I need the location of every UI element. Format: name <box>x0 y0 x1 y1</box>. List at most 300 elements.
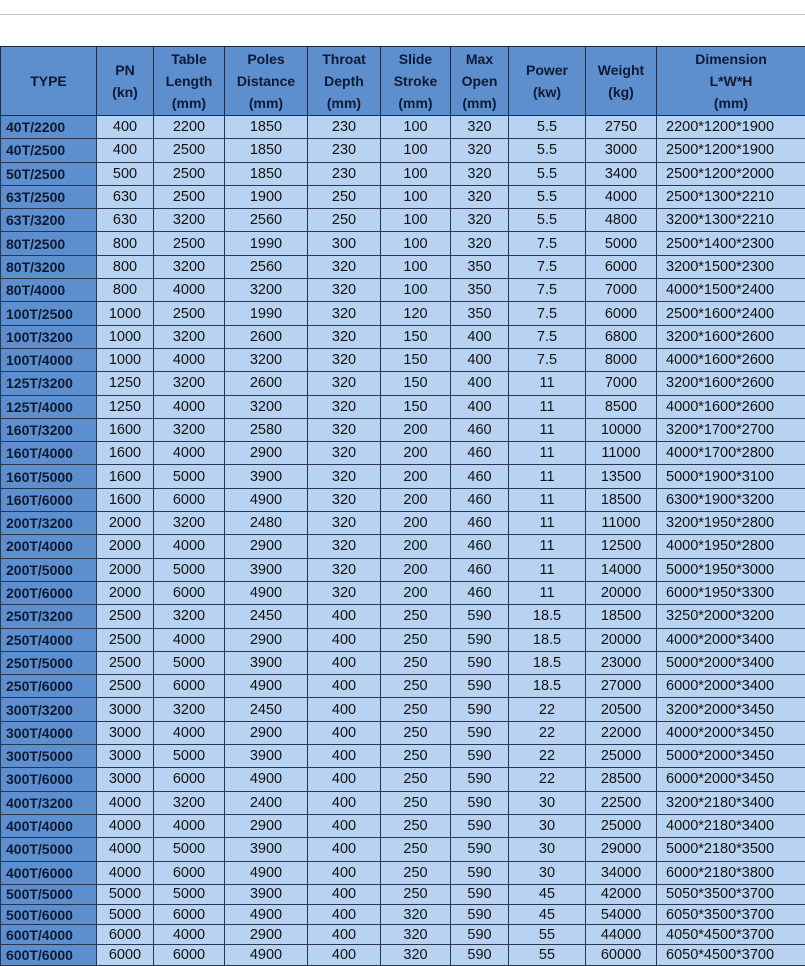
cell-slide-stroke: 120 <box>381 302 451 325</box>
cell-table-length: 2500 <box>154 302 225 325</box>
column-header-slide-stroke <box>381 47 451 116</box>
column-header-line: L*W*H <box>657 70 805 92</box>
column-header-line: (mm) <box>225 92 307 114</box>
cell-table-length: 4000 <box>154 348 225 371</box>
cell-table-length: 3200 <box>154 325 225 348</box>
cell-throat-depth: 320 <box>308 255 381 278</box>
table-row <box>1 698 805 721</box>
table-row <box>1 185 805 208</box>
cell-dimension: 3200*1300*2210 <box>657 209 805 232</box>
table-row <box>1 209 805 232</box>
cell-throat-depth: 400 <box>308 651 381 674</box>
cell-table-length: 4000 <box>154 628 225 651</box>
cell-throat-depth: 230 <box>308 162 381 185</box>
cell-poles-distance: 1900 <box>225 185 308 208</box>
cell-throat-depth: 400 <box>308 721 381 744</box>
column-header-line: (kg) <box>586 81 656 103</box>
cell-weight: 2750 <box>586 116 657 139</box>
cell-throat-depth: 400 <box>308 605 381 628</box>
cell-poles-distance: 2600 <box>225 325 308 348</box>
cell-dimension: 3200*1500*2300 <box>657 255 805 278</box>
cell-poles-distance: 3200 <box>225 395 308 418</box>
cell-pn: 2500 <box>97 605 154 628</box>
cell-table-length: 4000 <box>154 279 225 302</box>
column-header-line: Throat <box>308 48 380 70</box>
table-row <box>1 325 805 348</box>
table-row <box>1 535 805 558</box>
cell-throat-depth: 320 <box>308 279 381 302</box>
cell-pn: 400 <box>97 139 154 162</box>
cell-table-length: 5000 <box>154 465 225 488</box>
column-header-dimension <box>657 47 805 116</box>
cell-pn: 2500 <box>97 628 154 651</box>
cell-dimension: 3200*1600*2600 <box>657 372 805 395</box>
cell-max-open: 320 <box>451 185 509 208</box>
cell-table-length: 4000 <box>154 442 225 465</box>
cell-type: 250T/5000 <box>1 651 97 674</box>
cell-power: 11 <box>509 418 586 441</box>
cell-table-length: 5000 <box>154 745 225 768</box>
cell-dimension: 6000*2000*3400 <box>657 675 805 698</box>
column-header-line: (mm) <box>381 92 450 114</box>
cell-weight: 60000 <box>586 945 657 965</box>
cell-pn: 4000 <box>97 861 154 884</box>
cell-table-length: 6000 <box>154 861 225 884</box>
cell-pn: 3000 <box>97 721 154 744</box>
cell-table-length: 4000 <box>154 721 225 744</box>
cell-power: 22 <box>509 721 586 744</box>
cell-slide-stroke: 100 <box>381 279 451 302</box>
cell-slide-stroke: 100 <box>381 255 451 278</box>
table-row <box>1 232 805 255</box>
cell-weight: 13500 <box>586 465 657 488</box>
cell-throat-depth: 320 <box>308 535 381 558</box>
cell-slide-stroke: 250 <box>381 628 451 651</box>
column-header-line: (kn) <box>97 81 153 103</box>
cell-type: 300T/6000 <box>1 768 97 791</box>
cell-dimension: 6050*4500*3700 <box>657 945 805 965</box>
cell-type: 100T/2500 <box>1 302 97 325</box>
spec-table <box>0 46 805 966</box>
table-row <box>1 791 805 814</box>
cell-weight: 7000 <box>586 279 657 302</box>
cell-pn: 800 <box>97 279 154 302</box>
cell-dimension: 5000*2180*3500 <box>657 838 805 861</box>
cell-dimension: 5050*3500*3700 <box>657 884 805 904</box>
cell-poles-distance: 2400 <box>225 791 308 814</box>
column-header-line: Poles <box>225 48 307 70</box>
cell-dimension: 3250*2000*3200 <box>657 605 805 628</box>
column-header-type <box>1 47 97 116</box>
table-row <box>1 465 805 488</box>
column-header-line: Length <box>154 70 224 92</box>
cell-dimension: 4000*2000*3450 <box>657 721 805 744</box>
cell-max-open: 590 <box>451 838 509 861</box>
cell-dimension: 4000*1700*2800 <box>657 442 805 465</box>
cell-table-length: 6000 <box>154 675 225 698</box>
cell-max-open: 590 <box>451 675 509 698</box>
cell-table-length: 3200 <box>154 209 225 232</box>
cell-max-open: 590 <box>451 904 509 924</box>
cell-throat-depth: 320 <box>308 302 381 325</box>
cell-power: 11 <box>509 535 586 558</box>
cell-type: 500T/5000 <box>1 884 97 904</box>
table-row <box>1 861 805 884</box>
cell-power: 55 <box>509 925 586 945</box>
cell-slide-stroke: 200 <box>381 512 451 535</box>
cell-dimension: 4000*1600*2600 <box>657 395 805 418</box>
cell-weight: 29000 <box>586 838 657 861</box>
cell-poles-distance: 4900 <box>225 861 308 884</box>
column-header-line: Stroke <box>381 70 450 92</box>
cell-throat-depth: 400 <box>308 904 381 924</box>
cell-poles-distance: 3200 <box>225 348 308 371</box>
cell-type: 100T/4000 <box>1 348 97 371</box>
cell-slide-stroke: 150 <box>381 372 451 395</box>
cell-table-length: 5000 <box>154 884 225 904</box>
column-header-line: (mm) <box>451 92 508 114</box>
cell-slide-stroke: 250 <box>381 838 451 861</box>
cell-throat-depth: 320 <box>308 442 381 465</box>
cell-poles-distance: 4900 <box>225 488 308 511</box>
table-row <box>1 395 805 418</box>
cell-dimension: 4050*4500*3700 <box>657 925 805 945</box>
cell-weight: 54000 <box>586 904 657 924</box>
cell-poles-distance: 2450 <box>225 605 308 628</box>
cell-max-open: 350 <box>451 279 509 302</box>
cell-table-length: 6000 <box>154 904 225 924</box>
cell-type: 100T/3200 <box>1 325 97 348</box>
cell-slide-stroke: 200 <box>381 418 451 441</box>
column-header-line: Weight <box>586 59 656 81</box>
cell-poles-distance: 2560 <box>225 255 308 278</box>
cell-slide-stroke: 200 <box>381 535 451 558</box>
cell-poles-distance: 4900 <box>225 768 308 791</box>
header-row <box>1 47 805 116</box>
cell-pn: 2000 <box>97 581 154 604</box>
cell-type: 400T/5000 <box>1 838 97 861</box>
cell-slide-stroke: 250 <box>381 768 451 791</box>
cell-type: 50T/2500 <box>1 162 97 185</box>
cell-max-open: 590 <box>451 925 509 945</box>
cell-power: 11 <box>509 465 586 488</box>
cell-pn: 1600 <box>97 442 154 465</box>
cell-poles-distance: 3900 <box>225 745 308 768</box>
top-divider <box>0 14 805 15</box>
cell-poles-distance: 2600 <box>225 372 308 395</box>
cell-throat-depth: 400 <box>308 861 381 884</box>
table-row <box>1 255 805 278</box>
cell-power: 11 <box>509 395 586 418</box>
cell-slide-stroke: 250 <box>381 814 451 837</box>
cell-throat-depth: 320 <box>308 348 381 371</box>
cell-weight: 10000 <box>586 418 657 441</box>
table-row <box>1 162 805 185</box>
table-row <box>1 628 805 651</box>
cell-table-length: 5000 <box>154 558 225 581</box>
cell-throat-depth: 400 <box>308 768 381 791</box>
cell-type: 400T/3200 <box>1 791 97 814</box>
cell-throat-depth: 320 <box>308 395 381 418</box>
cell-slide-stroke: 250 <box>381 651 451 674</box>
cell-dimension: 6300*1900*3200 <box>657 488 805 511</box>
cell-pn: 1600 <box>97 418 154 441</box>
cell-dimension: 3200*2000*3450 <box>657 698 805 721</box>
cell-dimension: 4000*1500*2400 <box>657 279 805 302</box>
cell-throat-depth: 320 <box>308 488 381 511</box>
cell-type: 250T/4000 <box>1 628 97 651</box>
cell-poles-distance: 1850 <box>225 139 308 162</box>
cell-table-length: 3200 <box>154 605 225 628</box>
table-row <box>1 139 805 162</box>
cell-pn: 400 <box>97 116 154 139</box>
column-header-power <box>509 47 586 116</box>
cell-pn: 4000 <box>97 814 154 837</box>
cell-type: 63T/3200 <box>1 209 97 232</box>
cell-weight: 11000 <box>586 442 657 465</box>
cell-power: 7.5 <box>509 232 586 255</box>
table-row <box>1 558 805 581</box>
table-header <box>1 47 805 116</box>
cell-throat-depth: 250 <box>308 209 381 232</box>
column-header-line: Slide <box>381 48 450 70</box>
cell-dimension: 6000*1950*3300 <box>657 581 805 604</box>
cell-dimension: 2500*1200*1900 <box>657 139 805 162</box>
column-header-poles-distance <box>225 47 308 116</box>
cell-weight: 3400 <box>586 162 657 185</box>
cell-power: 5.5 <box>509 139 586 162</box>
cell-poles-distance: 2900 <box>225 628 308 651</box>
cell-throat-depth: 400 <box>308 814 381 837</box>
cell-max-open: 400 <box>451 372 509 395</box>
column-header-table-length <box>154 47 225 116</box>
cell-slide-stroke: 100 <box>381 209 451 232</box>
cell-dimension: 2500*1300*2210 <box>657 185 805 208</box>
cell-dimension: 5000*2000*3450 <box>657 745 805 768</box>
cell-type: 40T/2500 <box>1 139 97 162</box>
cell-power: 5.5 <box>509 116 586 139</box>
cell-max-open: 590 <box>451 861 509 884</box>
column-header-line: PN <box>97 59 153 81</box>
column-header-line: Table <box>154 48 224 70</box>
cell-poles-distance: 4900 <box>225 945 308 965</box>
cell-weight: 11000 <box>586 512 657 535</box>
column-header-line: Dimension <box>657 48 805 70</box>
cell-power: 11 <box>509 442 586 465</box>
cell-pn: 630 <box>97 209 154 232</box>
cell-throat-depth: 320 <box>308 581 381 604</box>
cell-pn: 1000 <box>97 348 154 371</box>
cell-table-length: 3200 <box>154 698 225 721</box>
cell-type: 160T/6000 <box>1 488 97 511</box>
cell-dimension: 2200*1200*1900 <box>657 116 805 139</box>
cell-max-open: 460 <box>451 488 509 511</box>
cell-throat-depth: 230 <box>308 116 381 139</box>
cell-max-open: 590 <box>451 628 509 651</box>
cell-pn: 500 <box>97 162 154 185</box>
cell-dimension: 4000*2000*3400 <box>657 628 805 651</box>
cell-max-open: 590 <box>451 945 509 965</box>
cell-poles-distance: 2480 <box>225 512 308 535</box>
cell-max-open: 460 <box>451 418 509 441</box>
cell-power: 7.5 <box>509 302 586 325</box>
cell-max-open: 590 <box>451 884 509 904</box>
cell-power: 5.5 <box>509 162 586 185</box>
cell-poles-distance: 3200 <box>225 279 308 302</box>
cell-dimension: 5000*1900*3100 <box>657 465 805 488</box>
cell-poles-distance: 3900 <box>225 558 308 581</box>
cell-dimension: 5000*1950*3000 <box>657 558 805 581</box>
cell-slide-stroke: 150 <box>381 348 451 371</box>
cell-table-length: 3200 <box>154 418 225 441</box>
cell-max-open: 590 <box>451 791 509 814</box>
cell-slide-stroke: 200 <box>381 442 451 465</box>
cell-power: 45 <box>509 904 586 924</box>
cell-power: 7.5 <box>509 348 586 371</box>
cell-slide-stroke: 200 <box>381 581 451 604</box>
cell-table-length: 3200 <box>154 372 225 395</box>
cell-slide-stroke: 150 <box>381 325 451 348</box>
column-header-pn <box>97 47 154 116</box>
table-row <box>1 581 805 604</box>
cell-type: 200T/6000 <box>1 581 97 604</box>
cell-throat-depth: 400 <box>308 838 381 861</box>
cell-pn: 2000 <box>97 535 154 558</box>
cell-max-open: 460 <box>451 535 509 558</box>
cell-pn: 1600 <box>97 488 154 511</box>
cell-weight: 20000 <box>586 628 657 651</box>
cell-table-length: 2500 <box>154 185 225 208</box>
cell-throat-depth: 320 <box>308 465 381 488</box>
cell-throat-depth: 250 <box>308 185 381 208</box>
cell-weight: 12500 <box>586 535 657 558</box>
cell-poles-distance: 3900 <box>225 465 308 488</box>
cell-max-open: 460 <box>451 581 509 604</box>
cell-table-length: 4000 <box>154 925 225 945</box>
cell-max-open: 460 <box>451 512 509 535</box>
table-row <box>1 768 805 791</box>
cell-slide-stroke: 250 <box>381 675 451 698</box>
cell-table-length: 4000 <box>154 814 225 837</box>
cell-table-length: 6000 <box>154 581 225 604</box>
table-row <box>1 945 805 965</box>
cell-poles-distance: 1990 <box>225 302 308 325</box>
cell-max-open: 350 <box>451 255 509 278</box>
cell-slide-stroke: 250 <box>381 791 451 814</box>
cell-max-open: 320 <box>451 209 509 232</box>
cell-type: 600T/6000 <box>1 945 97 965</box>
cell-throat-depth: 400 <box>308 945 381 965</box>
cell-throat-depth: 320 <box>308 372 381 395</box>
cell-power: 5.5 <box>509 209 586 232</box>
cell-poles-distance: 2900 <box>225 814 308 837</box>
cell-poles-distance: 4900 <box>225 675 308 698</box>
cell-slide-stroke: 320 <box>381 945 451 965</box>
cell-type: 250T/3200 <box>1 605 97 628</box>
cell-pn: 4000 <box>97 791 154 814</box>
cell-max-open: 460 <box>451 558 509 581</box>
table-row <box>1 302 805 325</box>
column-header-line: (mm) <box>154 92 224 114</box>
cell-power: 7.5 <box>509 325 586 348</box>
cell-pn: 6000 <box>97 945 154 965</box>
cell-slide-stroke: 200 <box>381 488 451 511</box>
cell-dimension: 5000*2000*3400 <box>657 651 805 674</box>
cell-max-open: 590 <box>451 698 509 721</box>
cell-weight: 6000 <box>586 255 657 278</box>
cell-table-length: 6000 <box>154 768 225 791</box>
cell-type: 80T/4000 <box>1 279 97 302</box>
cell-type: 400T/6000 <box>1 861 97 884</box>
cell-pn: 2000 <box>97 512 154 535</box>
cell-power: 18.5 <box>509 605 586 628</box>
cell-pn: 4000 <box>97 838 154 861</box>
table-row <box>1 116 805 139</box>
cell-poles-distance: 2580 <box>225 418 308 441</box>
column-header-line: Depth <box>308 70 380 92</box>
cell-type: 200T/4000 <box>1 535 97 558</box>
table-row <box>1 675 805 698</box>
cell-type: 80T/2500 <box>1 232 97 255</box>
cell-weight: 42000 <box>586 884 657 904</box>
cell-slide-stroke: 100 <box>381 162 451 185</box>
cell-throat-depth: 320 <box>308 558 381 581</box>
cell-power: 7.5 <box>509 255 586 278</box>
cell-power: 22 <box>509 698 586 721</box>
cell-pn: 3000 <box>97 698 154 721</box>
cell-max-open: 320 <box>451 139 509 162</box>
table-row <box>1 651 805 674</box>
cell-throat-depth: 400 <box>308 925 381 945</box>
cell-type: 200T/5000 <box>1 558 97 581</box>
cell-type: 125T/4000 <box>1 395 97 418</box>
cell-dimension: 3200*1950*2800 <box>657 512 805 535</box>
cell-power: 45 <box>509 884 586 904</box>
table-row <box>1 904 805 924</box>
cell-max-open: 400 <box>451 325 509 348</box>
cell-dimension: 4000*1950*2800 <box>657 535 805 558</box>
cell-power: 11 <box>509 512 586 535</box>
table-row <box>1 372 805 395</box>
cell-slide-stroke: 320 <box>381 925 451 945</box>
cell-table-length: 3200 <box>154 512 225 535</box>
cell-dimension: 3200*2180*3400 <box>657 791 805 814</box>
cell-slide-stroke: 250 <box>381 745 451 768</box>
cell-pn: 1000 <box>97 302 154 325</box>
cell-max-open: 590 <box>451 721 509 744</box>
cell-throat-depth: 230 <box>308 139 381 162</box>
cell-max-open: 460 <box>451 442 509 465</box>
cell-weight: 34000 <box>586 861 657 884</box>
cell-weight: 27000 <box>586 675 657 698</box>
cell-table-length: 6000 <box>154 945 225 965</box>
cell-poles-distance: 2900 <box>225 535 308 558</box>
cell-type: 400T/4000 <box>1 814 97 837</box>
cell-type: 250T/6000 <box>1 675 97 698</box>
cell-slide-stroke: 100 <box>381 232 451 255</box>
cell-type: 160T/5000 <box>1 465 97 488</box>
column-header-line: (mm) <box>308 92 380 114</box>
cell-max-open: 320 <box>451 232 509 255</box>
cell-type: 63T/2500 <box>1 185 97 208</box>
cell-power: 30 <box>509 791 586 814</box>
cell-max-open: 320 <box>451 162 509 185</box>
cell-weight: 20500 <box>586 698 657 721</box>
cell-power: 18.5 <box>509 675 586 698</box>
column-header-line: Power <box>509 59 585 81</box>
cell-slide-stroke: 250 <box>381 861 451 884</box>
cell-power: 18.5 <box>509 628 586 651</box>
